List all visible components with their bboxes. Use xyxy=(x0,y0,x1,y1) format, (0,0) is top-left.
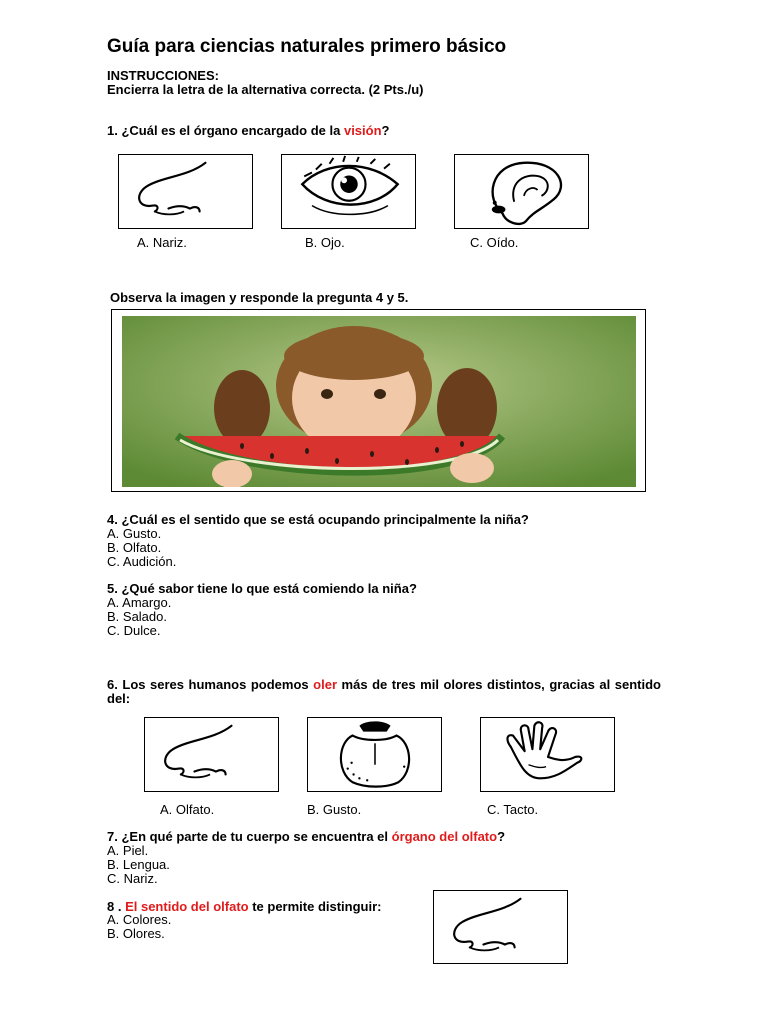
photo-illustration xyxy=(122,316,636,487)
q8-option-b[interactable]: B. Olores. xyxy=(107,926,165,941)
q4-option-c[interactable]: C. Audición. xyxy=(107,554,177,569)
question-8-highlight: El sentido del olfato xyxy=(125,899,249,914)
q7-option-c[interactable]: C. Nariz. xyxy=(107,871,158,886)
q5-option-a[interactable]: A. Amargo. xyxy=(107,595,172,610)
question-5: 5. ¿Qué sabor tiene lo que está comiendo la niña? xyxy=(107,581,417,596)
nose-icon xyxy=(119,155,252,228)
q8-option-a[interactable]: A. Colores. xyxy=(107,912,172,927)
q6-option-b[interactable]: B. Gusto. xyxy=(307,802,362,817)
q1-option-c[interactable]: C. Oído. xyxy=(470,235,519,250)
nose-icon xyxy=(434,891,567,963)
question-1-suffix: ? xyxy=(381,123,390,138)
nose-picture-box xyxy=(118,154,253,229)
question-6 xyxy=(107,678,661,706)
q4-option-a[interactable]: A. Gusto. xyxy=(107,526,162,541)
ear-icon xyxy=(455,155,588,228)
question-1 xyxy=(107,124,390,138)
question-4: 4. ¿Cuál es el sentido que se está ocupando principalmente la niña? xyxy=(107,512,529,527)
q1-option-b[interactable]: B. Ojo. xyxy=(305,235,345,250)
eye-icon xyxy=(282,155,415,228)
tongue-icon xyxy=(308,718,441,791)
q6-option-a[interactable]: A. Olfato. xyxy=(160,802,215,817)
question-1-highlight: visión xyxy=(343,123,382,138)
q1-option-a[interactable]: A. Nariz. xyxy=(137,235,187,250)
question-8-suffix: te permite distinguir: xyxy=(248,899,382,914)
question-7-prefix: 7. ¿En qué parte de tu cuerpo se encuentra el xyxy=(107,829,392,844)
girl-eating-watermelon-photo xyxy=(122,316,636,487)
q6-nose-picture-box xyxy=(144,717,279,792)
q6-tongue-picture-box xyxy=(307,717,442,792)
question-6-prefix: 6. Los seres humanos podemos xyxy=(107,677,314,692)
page-title: Guía para ciencias naturales primero básico xyxy=(107,36,507,57)
question-7-suffix: ? xyxy=(497,829,506,844)
q6-option-c[interactable]: C. Tacto. xyxy=(487,802,539,817)
q8-nose-picture-box xyxy=(433,890,568,964)
instructions-heading: INSTRUCCIONES: xyxy=(107,68,219,83)
question-8-prefix: 8 . xyxy=(107,899,126,914)
q7-option-b[interactable]: B. Lengua. xyxy=(107,857,170,872)
hand-icon xyxy=(481,718,614,791)
q7-option-a[interactable]: A. Piel. xyxy=(107,843,149,858)
ear-picture-box xyxy=(454,154,589,229)
question-7 xyxy=(107,830,505,844)
question-6-highlight: oler xyxy=(313,677,337,692)
instructions-text: Encierra la letra de la alternativa correcta. (2 Pts./u) xyxy=(107,82,424,97)
observe-instruction: Observa la imagen y responde la pregunta 4 y 5. xyxy=(110,290,409,305)
q6-hand-picture-box xyxy=(480,717,615,792)
q5-option-b[interactable]: B. Salado. xyxy=(107,609,167,624)
question-1-prefix: 1. ¿Cuál es el órgano encargado de la xyxy=(107,123,344,138)
eye-picture-box xyxy=(281,154,416,229)
q4-option-b[interactable]: B. Olfato. xyxy=(107,540,162,555)
photo-frame xyxy=(111,309,646,492)
question-7-highlight: órgano del olfato xyxy=(391,829,498,844)
q5-option-c[interactable]: C. Dulce. xyxy=(107,623,161,638)
nose-icon xyxy=(145,718,278,791)
question-6-suffix: más de tres mil olores distintos, gracias al sentido del: xyxy=(107,677,661,706)
